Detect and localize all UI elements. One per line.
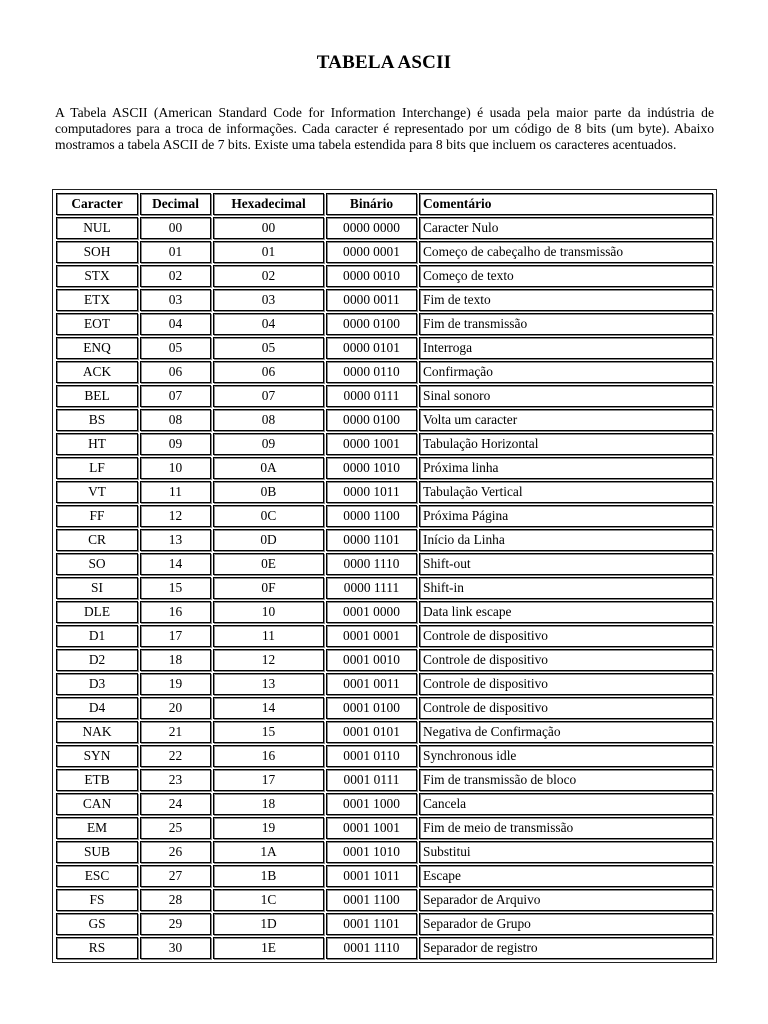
cell-binario: 0001 1010 <box>326 841 417 863</box>
cell-caracter: CAN <box>56 793 138 815</box>
cell-binario: 0000 0001 <box>326 241 417 263</box>
cell-comentario: Shift-out <box>419 553 713 575</box>
cell-comentario: Controle de dispositivo <box>419 673 713 695</box>
cell-hexadecimal: 0F <box>213 577 324 599</box>
table-row <box>56 769 713 791</box>
cell-decimal: 05 <box>140 337 211 359</box>
cell-decimal: 24 <box>140 793 211 815</box>
ascii-table <box>54 191 715 961</box>
cell-comentario: Fim de texto <box>419 289 713 311</box>
cell-hexadecimal: 1E <box>213 937 324 959</box>
cell-decimal: 28 <box>140 889 211 911</box>
table-row <box>56 433 713 455</box>
cell-decimal: 18 <box>140 649 211 671</box>
cell-decimal: 27 <box>140 865 211 887</box>
cell-hexadecimal: 0E <box>213 553 324 575</box>
header-binario: Binário <box>326 193 417 215</box>
cell-binario: 0000 1101 <box>326 529 417 551</box>
cell-binario: 0000 0100 <box>326 409 417 431</box>
cell-caracter: ETB <box>56 769 138 791</box>
cell-binario: 0000 1110 <box>326 553 417 575</box>
cell-caracter: NUL <box>56 217 138 239</box>
table-row <box>56 745 713 767</box>
cell-hexadecimal: 13 <box>213 673 324 695</box>
cell-decimal: 11 <box>140 481 211 503</box>
cell-caracter: D4 <box>56 697 138 719</box>
cell-comentario: Interroga <box>419 337 713 359</box>
cell-binario: 0001 0000 <box>326 601 417 623</box>
cell-comentario: Negativa de Confirmação <box>419 721 713 743</box>
cell-comentario: Começo de cabeçalho de transmissão <box>419 241 713 263</box>
cell-hexadecimal: 12 <box>213 649 324 671</box>
cell-binario: 0000 0100 <box>326 313 417 335</box>
ascii-table-frame <box>52 189 717 963</box>
cell-decimal: 29 <box>140 913 211 935</box>
cell-caracter: HT <box>56 433 138 455</box>
table-header-row <box>56 193 713 215</box>
cell-decimal: 16 <box>140 601 211 623</box>
table-row <box>56 889 713 911</box>
cell-hexadecimal: 1D <box>213 913 324 935</box>
table-row <box>56 385 713 407</box>
cell-decimal: 10 <box>140 457 211 479</box>
table-row <box>56 937 713 959</box>
cell-hexadecimal: 10 <box>213 601 324 623</box>
cell-decimal: 01 <box>140 241 211 263</box>
cell-caracter: STX <box>56 265 138 287</box>
cell-caracter: FS <box>56 889 138 911</box>
table-row <box>56 361 713 383</box>
cell-caracter: D3 <box>56 673 138 695</box>
cell-decimal: 12 <box>140 505 211 527</box>
table-row <box>56 697 713 719</box>
cell-comentario: Tabulação Horizontal <box>419 433 713 455</box>
header-hexadecimal: Hexadecimal <box>213 193 324 215</box>
cell-decimal: 00 <box>140 217 211 239</box>
header-caracter: Caracter <box>56 193 138 215</box>
cell-hexadecimal: 05 <box>213 337 324 359</box>
cell-comentario: Fim de transmissão de bloco <box>419 769 713 791</box>
cell-hexadecimal: 06 <box>213 361 324 383</box>
cell-binario: 0000 0010 <box>326 265 417 287</box>
cell-hexadecimal: 0D <box>213 529 324 551</box>
table-row <box>56 817 713 839</box>
cell-comentario: Separador de Arquivo <box>419 889 713 911</box>
cell-decimal: 17 <box>140 625 211 647</box>
cell-caracter: BS <box>56 409 138 431</box>
cell-caracter: CR <box>56 529 138 551</box>
cell-hexadecimal: 19 <box>213 817 324 839</box>
table-row <box>56 601 713 623</box>
cell-caracter: VT <box>56 481 138 503</box>
cell-decimal: 08 <box>140 409 211 431</box>
cell-caracter: D1 <box>56 625 138 647</box>
table-row <box>56 841 713 863</box>
cell-caracter: BEL <box>56 385 138 407</box>
cell-binario: 0001 1000 <box>326 793 417 815</box>
cell-comentario: Controle de dispositivo <box>419 697 713 719</box>
cell-decimal: 22 <box>140 745 211 767</box>
cell-decimal: 02 <box>140 265 211 287</box>
cell-hexadecimal: 0A <box>213 457 324 479</box>
cell-caracter: ENQ <box>56 337 138 359</box>
cell-caracter: D2 <box>56 649 138 671</box>
cell-decimal: 04 <box>140 313 211 335</box>
table-row <box>56 241 713 263</box>
intro-paragraph: A Tabela ASCII (American Standard Code for Information Interchange) é usada pela maior parte da indústria de computadores para a troca de informações. Cada caracter é representado por um código de 8 bits (um byte). Abaixo mostramos a tabela ASCII de 7 bits. Existe uma tabela estendida para 8 bits que incluem os caracteres acentuados. <box>55 104 714 153</box>
cell-decimal: 07 <box>140 385 211 407</box>
cell-binario: 0001 0011 <box>326 673 417 695</box>
cell-binario: 0001 1101 <box>326 913 417 935</box>
table-row <box>56 625 713 647</box>
cell-binario: 0001 0111 <box>326 769 417 791</box>
cell-binario: 0001 0101 <box>326 721 417 743</box>
cell-decimal: 09 <box>140 433 211 455</box>
cell-hexadecimal: 09 <box>213 433 324 455</box>
cell-hexadecimal: 18 <box>213 793 324 815</box>
cell-caracter: EM <box>56 817 138 839</box>
cell-comentario: Escape <box>419 865 713 887</box>
cell-binario: 0001 1011 <box>326 865 417 887</box>
cell-comentario: Volta um caracter <box>419 409 713 431</box>
cell-hexadecimal: 08 <box>213 409 324 431</box>
cell-hexadecimal: 03 <box>213 289 324 311</box>
cell-decimal: 20 <box>140 697 211 719</box>
cell-comentario: Sinal sonoro <box>419 385 713 407</box>
table-row <box>56 865 713 887</box>
table-row <box>56 649 713 671</box>
cell-decimal: 19 <box>140 673 211 695</box>
cell-hexadecimal: 01 <box>213 241 324 263</box>
cell-decimal: 13 <box>140 529 211 551</box>
cell-decimal: 03 <box>140 289 211 311</box>
cell-comentario: Synchronous idle <box>419 745 713 767</box>
cell-comentario: Shift-in <box>419 577 713 599</box>
cell-comentario: Separador de Grupo <box>419 913 713 935</box>
cell-comentario: Começo de texto <box>419 265 713 287</box>
cell-comentario: Substitui <box>419 841 713 863</box>
cell-binario: 0000 1100 <box>326 505 417 527</box>
cell-caracter: RS <box>56 937 138 959</box>
cell-comentario: Controle de dispositivo <box>419 649 713 671</box>
cell-decimal: 26 <box>140 841 211 863</box>
table-row <box>56 337 713 359</box>
cell-binario: 0000 1010 <box>326 457 417 479</box>
cell-hexadecimal: 11 <box>213 625 324 647</box>
cell-binario: 0001 0110 <box>326 745 417 767</box>
cell-binario: 0000 0000 <box>326 217 417 239</box>
cell-caracter: SOH <box>56 241 138 263</box>
cell-binario: 0001 1110 <box>326 937 417 959</box>
table-row <box>56 913 713 935</box>
cell-hexadecimal: 04 <box>213 313 324 335</box>
cell-comentario: Controle de dispositivo <box>419 625 713 647</box>
cell-hexadecimal: 02 <box>213 265 324 287</box>
cell-caracter: ACK <box>56 361 138 383</box>
page-title: TABELA ASCII <box>316 52 452 73</box>
cell-decimal: 14 <box>140 553 211 575</box>
cell-caracter: SO <box>56 553 138 575</box>
cell-decimal: 15 <box>140 577 211 599</box>
cell-caracter: NAK <box>56 721 138 743</box>
cell-comentario: Separador de registro <box>419 937 713 959</box>
cell-caracter: SYN <box>56 745 138 767</box>
cell-comentario: Próxima linha <box>419 457 713 479</box>
cell-caracter: LF <box>56 457 138 479</box>
table-row <box>56 457 713 479</box>
cell-caracter: SI <box>56 577 138 599</box>
cell-caracter: FF <box>56 505 138 527</box>
cell-decimal: 30 <box>140 937 211 959</box>
cell-comentario: Fim de meio de transmissão <box>419 817 713 839</box>
cell-hexadecimal: 1C <box>213 889 324 911</box>
table-row <box>56 265 713 287</box>
cell-binario: 0000 0101 <box>326 337 417 359</box>
cell-hexadecimal: 17 <box>213 769 324 791</box>
cell-comentario: Fim de transmissão <box>419 313 713 335</box>
cell-caracter: SUB <box>56 841 138 863</box>
table-row <box>56 553 713 575</box>
cell-decimal: 06 <box>140 361 211 383</box>
header-comentario: Comentário <box>419 193 713 215</box>
cell-binario: 0001 0010 <box>326 649 417 671</box>
table-row <box>56 313 713 335</box>
ascii-table-body <box>56 193 713 959</box>
cell-binario: 0001 1001 <box>326 817 417 839</box>
cell-binario: 0000 0111 <box>326 385 417 407</box>
table-row <box>56 289 713 311</box>
cell-binario: 0000 1111 <box>326 577 417 599</box>
cell-caracter: GS <box>56 913 138 935</box>
cell-binario: 0000 1011 <box>326 481 417 503</box>
cell-comentario: Cancela <box>419 793 713 815</box>
cell-comentario: Caracter Nulo <box>419 217 713 239</box>
table-row <box>56 793 713 815</box>
table-row <box>56 577 713 599</box>
cell-binario: 0000 1001 <box>326 433 417 455</box>
table-row <box>56 481 713 503</box>
cell-binario: 0000 0011 <box>326 289 417 311</box>
cell-decimal: 25 <box>140 817 211 839</box>
cell-comentario: Tabulação Vertical <box>419 481 713 503</box>
cell-caracter: EOT <box>56 313 138 335</box>
cell-hexadecimal: 0C <box>213 505 324 527</box>
cell-hexadecimal: 14 <box>213 697 324 719</box>
cell-hexadecimal: 16 <box>213 745 324 767</box>
cell-caracter: DLE <box>56 601 138 623</box>
cell-hexadecimal: 0B <box>213 481 324 503</box>
cell-comentario: Confirmação <box>419 361 713 383</box>
table-row <box>56 721 713 743</box>
cell-hexadecimal: 07 <box>213 385 324 407</box>
table-row <box>56 673 713 695</box>
cell-decimal: 23 <box>140 769 211 791</box>
cell-comentario: Próxima Página <box>419 505 713 527</box>
cell-caracter: ETX <box>56 289 138 311</box>
table-row <box>56 505 713 527</box>
cell-hexadecimal: 1B <box>213 865 324 887</box>
cell-binario: 0001 0001 <box>326 625 417 647</box>
cell-comentario: Início da Linha <box>419 529 713 551</box>
header-decimal: Decimal <box>140 193 211 215</box>
table-row <box>56 529 713 551</box>
cell-caracter: ESC <box>56 865 138 887</box>
cell-decimal: 21 <box>140 721 211 743</box>
table-row <box>56 409 713 431</box>
cell-binario: 0001 0100 <box>326 697 417 719</box>
cell-hexadecimal: 15 <box>213 721 324 743</box>
cell-hexadecimal: 1A <box>213 841 324 863</box>
cell-binario: 0001 1100 <box>326 889 417 911</box>
cell-comentario: Data link escape <box>419 601 713 623</box>
table-row <box>56 217 713 239</box>
cell-hexadecimal: 00 <box>213 217 324 239</box>
cell-binario: 0000 0110 <box>326 361 417 383</box>
